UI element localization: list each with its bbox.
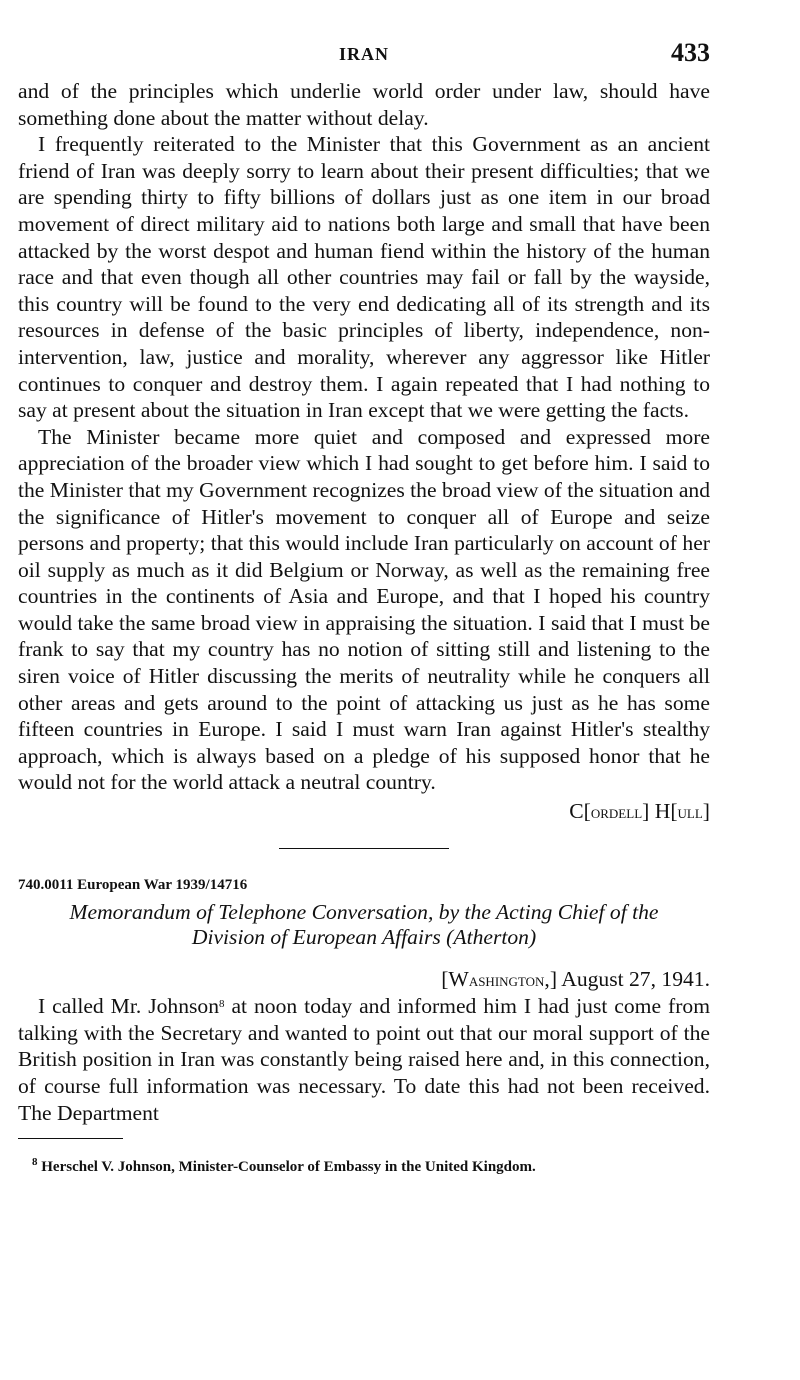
footnote-divider [18, 1138, 123, 1139]
dateline-date: August 27, 1941. [557, 966, 710, 991]
paragraph-rest: at noon today and informed him I had just come from talking with the Secretary and wanted to point out that our moral support of the British position in Iran was constantly being raised here and, in this connection, of course full information was necessary. To date this had not been received. The Department [18, 994, 710, 1125]
footnote-text: Herschel V. Johnson, Minister-Counselor of Embassy in the United Kingdom. [37, 1159, 536, 1176]
document-title-line-2: Division of European Affairs (Atherton) [191, 924, 537, 949]
section-divider [279, 848, 449, 849]
paragraph-continued: and of the principles which underlie world order under law, should have something done about the matter without delay. [18, 79, 710, 130]
document-title-line-1: Memorandum of Telephone Conversation, by the Acting Chief of the [69, 899, 659, 924]
footnote-reference: 8 [219, 998, 225, 1011]
paragraph-start: I called Mr. Johnson [38, 994, 219, 1019]
running-head: IRAN [338, 44, 389, 64]
document-title [18, 900, 710, 950]
paragraph-called-johnson [18, 993, 710, 1126]
dateline-open: [W [441, 966, 469, 991]
paragraph-minister-composed: The Minister became more quiet and composed and expressed more appreciation of the broader view which I had sought to get before him. I said to the Minister that my Government recognizes the broad view of the situation and the significance of Hitler's movement to conquer all of Europe and seize persons and property; that this would include Iran particularly on account of her oil supply as much as it did Belgium or Norway, as well as the remaining free countries in the continents of Asia and Europe, and that I hoped his country would take the same broad view in appraising the situation. I said that I must be frank to say that my country has no notion of sitting still and listening to the siren voice of Hitler discussing the merits of neutrality while he conquers all other areas and gets around to the point of attacking us just as he has some fifteen countries in Europe. I said I must warn Iran against Hitler's stealthy approach, which is always based on a pledge of his supposed honor that he would not for the world attack a neutral country. [18, 424, 711, 795]
memo-text [18, 993, 710, 1126]
file-reference: 740.0011 European War 1939/14716 [18, 876, 248, 893]
signature-mid: ] H[ [642, 799, 678, 824]
footnote [18, 1157, 710, 1177]
signature-last-rest: ull [677, 802, 703, 823]
signature-first-rest: ordell [590, 802, 643, 823]
paragraph-reiterated: I frequently reiterated to the Minister that this Government as an ancient friend of Iran was deeply sorry to learn about their present difficulties; that we are spending thirty to fifty billions of dollars just as one item in our broad movement of direct military aid to nations both large and small that have been attacked by the worst despot and human fiend within the history of the human race and that even though all other countries may fail or fall by the wayside, this country will be found to the very end dedicating all of its strength and its resources in defense of the basic principles of liberty, independence, non-intervention, law, justice and morality, wherever any aggressor like Hitler continues to conquer and destroy them. I again repeated that I had nothing to say at present about the situation in Iran except that we were getting the facts. [18, 132, 710, 423]
signature [18, 798, 710, 826]
signature-end: ] [702, 799, 710, 824]
page-header [18, 38, 710, 78]
page-number: 433 [671, 38, 710, 67]
document-page [18, 38, 710, 1177]
footnote-mark: 8 [32, 1156, 38, 1169]
dateline-close: ,] [544, 966, 558, 991]
main-text [18, 78, 710, 796]
dateline [18, 966, 710, 994]
signature-first-initial: C[ [569, 799, 591, 824]
dateline-place-rest: ashington [468, 969, 545, 990]
